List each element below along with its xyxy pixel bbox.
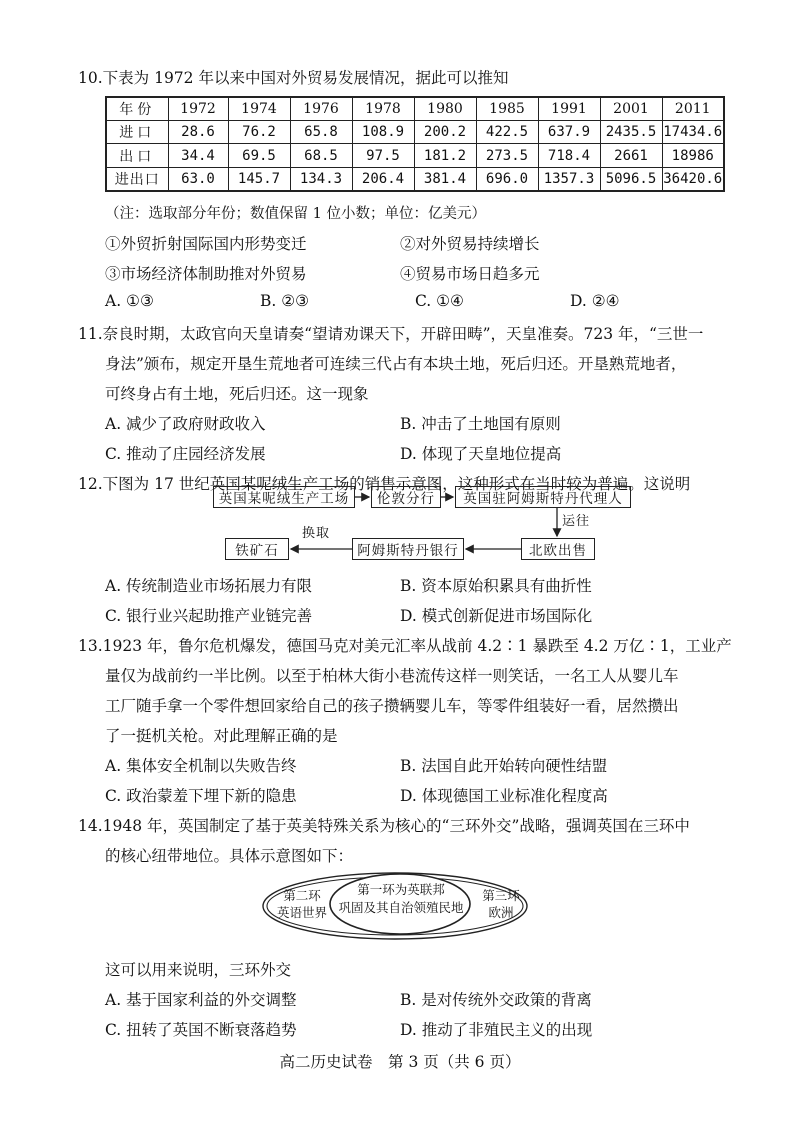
table-cell: 69.5 xyxy=(228,144,290,167)
q10-option-a[interactable]: A. ①③ xyxy=(105,292,154,310)
q11-line-3: 可终身占有土地，死后归还。这一现象 xyxy=(105,385,369,403)
q13-option-c[interactable]: C. 政治蒙羞下埋下新的隐患 xyxy=(105,787,297,805)
q13-line-4: 了一挺机关枪。对此理解正确的是 xyxy=(105,727,338,745)
table-cell: 2011 xyxy=(662,97,724,121)
q14-follow: 这可以用来说明，三环外交 xyxy=(105,961,292,979)
table-cell: 34.4 xyxy=(168,144,228,167)
table-cell: 进出口 xyxy=(106,167,168,191)
q10-note: （注：选取部分年份；数值保留 1 位小数；单位：亿美元） xyxy=(105,206,486,222)
factory-box: 英国某呢绒生产工场 xyxy=(213,486,355,508)
table-cell: 1980 xyxy=(414,97,476,121)
q12-option-d[interactable]: D. 模式创新促进市场国际化 xyxy=(400,607,593,625)
table-cell: 1978 xyxy=(352,97,414,121)
table-cell: 134.3 xyxy=(290,167,352,191)
table-cell: 2661 xyxy=(600,144,662,167)
table-cell: 696.0 xyxy=(476,167,538,191)
q12-option-c[interactable]: C. 银行业兴起助推产业链完善 xyxy=(105,607,313,625)
table-cell: 2001 xyxy=(600,97,662,121)
table-cell: 18986 xyxy=(662,144,724,167)
london-branch-box: 伦敦分行 xyxy=(371,486,441,508)
q10-item-2: ②对外贸易持续增长 xyxy=(400,235,540,253)
table-cell: 1985 xyxy=(476,97,538,121)
table-cell: 200.2 xyxy=(414,121,476,144)
table-cell: 1974 xyxy=(228,97,290,121)
table-cell: 68.5 xyxy=(290,144,352,167)
q10-stem: 10.下表为 1972 年以来中国对外贸易发展情况，据此可以推知 xyxy=(78,69,509,87)
table-cell: 1357.3 xyxy=(538,167,600,191)
ring2-label-2: 英语世界 xyxy=(276,905,327,920)
table-cell: 1991 xyxy=(538,97,600,121)
ring3-label-1: 第三环 xyxy=(482,888,520,903)
table-cell: 76.2 xyxy=(228,121,290,144)
table-cell: 65.8 xyxy=(290,121,352,144)
q14-option-a[interactable]: A. 基于国家利益的外交调整 xyxy=(105,991,297,1009)
ring2-label-1: 第二环 xyxy=(283,888,321,903)
page-footer: 高二历史试卷 第 3 页（共 6 页） xyxy=(279,1053,521,1071)
q11-option-c[interactable]: C. 推动了庄园经济发展 xyxy=(105,445,266,463)
table-cell: 28.6 xyxy=(168,121,228,144)
q12-option-a[interactable]: A. 传统制造业市场拓展力有限 xyxy=(105,577,313,595)
table-cell: 5096.5 xyxy=(600,167,662,191)
table-cell: 145.7 xyxy=(228,167,290,191)
q13-option-a[interactable]: A. 集体安全机制以失败告终 xyxy=(105,757,297,775)
ship-label: 运往 xyxy=(562,514,591,529)
table-cell: 637.9 xyxy=(538,121,600,144)
q11-option-a[interactable]: A. 减少了政府财政收入 xyxy=(105,415,266,433)
exchange-label: 换取 xyxy=(302,526,331,541)
table-cell: 108.9 xyxy=(352,121,414,144)
table-cell: 422.5 xyxy=(476,121,538,144)
q10-option-d[interactable]: D. ②④ xyxy=(570,292,620,310)
q13-option-b[interactable]: B. 法国自此开始转向硬性结盟 xyxy=(400,757,608,775)
north-europe-box: 北欧出售 xyxy=(521,538,595,560)
q14-line-2: 的核心纽带地位。具体示意图如下： xyxy=(105,847,354,865)
table-cell: 36420.6 xyxy=(662,167,724,191)
table-cell: 2435.5 xyxy=(600,121,662,144)
table-cell: 206.4 xyxy=(352,167,414,191)
iron-ore-box: 铁矿石 xyxy=(225,538,289,560)
ring1-label-1: 第一环为英联邦 xyxy=(357,882,445,897)
q11-line-2: 身法”颁布，规定开垦生荒地者可连续三代占有本块土地，死后归还。开垦熟荒地者， xyxy=(105,355,687,373)
ring3-label-2: 欧洲 xyxy=(488,905,514,920)
table-cell: 1976 xyxy=(290,97,352,121)
table-cell: 718.4 xyxy=(538,144,600,167)
q10-option-b[interactable]: B. ②③ xyxy=(260,292,310,310)
q13-line-3: 工厂随手拿一个零件想回家给自己的孩子攒辆婴儿车，等零件组装好一看，居然攒出 xyxy=(105,697,679,715)
table-cell: 181.2 xyxy=(414,144,476,167)
table-cell: 出口 xyxy=(106,144,168,167)
table-cell: 1972 xyxy=(168,97,228,121)
q14-option-c[interactable]: C. 扭转了英国不断衰落趋势 xyxy=(105,1021,297,1039)
q14-line-1: 14.1948 年，英国制定了基于英美特殊关系为核心的“三环外交”战略，强调英国在三环中 xyxy=(78,817,690,835)
table-cell: 97.5 xyxy=(352,144,414,167)
q10-option-c[interactable]: C. ①④ xyxy=(415,292,464,310)
table-cell: 273.5 xyxy=(476,144,538,167)
q11-option-d[interactable]: D. 体现了天皇地位提高 xyxy=(400,445,562,463)
q12-stem: 12.下图为 17 世纪英国某呢绒生产工场的销售示意图，这种形式在当时较为普遍。这说明 xyxy=(78,475,691,493)
q14-option-d[interactable]: D. 推动了非殖民主义的出现 xyxy=(400,1021,593,1039)
q12-option-b[interactable]: B. 资本原始积累具有曲折性 xyxy=(400,577,592,595)
q10-item-4: ④贸易市场日趋多元 xyxy=(400,265,540,283)
q14-option-b[interactable]: B. 是对传统外交政策的背离 xyxy=(400,991,592,1009)
q11-line-1: 11.奈良时期，太政官向天皇请奏“望请劝课天下，开辟田畴”，天皇准奏。723 年，“三世一 xyxy=(78,325,704,343)
q11-option-b[interactable]: B. 冲击了土地国有原则 xyxy=(400,415,561,433)
amsterdam-agent-box: 英国驻阿姆斯特丹代理人 xyxy=(455,486,631,508)
q13-line-1: 13.1923 年，鲁尔危机爆发，德国马克对美元汇率从战前 4.2∶1 暴跌至 4.2 万亿∶1，工业产 xyxy=(78,637,732,655)
table-cell: 17434.6 xyxy=(662,121,724,144)
q13-line-2: 量仅为战前约一半比例。以至于柏林大街小巷流传这样一则笑话，一名工人从婴儿车 xyxy=(105,667,679,685)
table-cell: 63.0 xyxy=(168,167,228,191)
q10-item-1: ①外贸折射国际国内形势变迁 xyxy=(105,235,307,253)
table-cell: 年份 xyxy=(106,97,168,121)
amsterdam-bank-box: 阿姆斯特丹银行 xyxy=(352,538,464,560)
ring1-label-2: 巩固及其自治领殖民地 xyxy=(338,900,464,915)
table-cell: 381.4 xyxy=(414,167,476,191)
q10-item-3: ③市场经济体制助推对外贸易 xyxy=(105,265,307,283)
table-cell: 进口 xyxy=(106,121,168,144)
q13-option-d[interactable]: D. 体现德国工业标准化程度高 xyxy=(400,787,608,805)
